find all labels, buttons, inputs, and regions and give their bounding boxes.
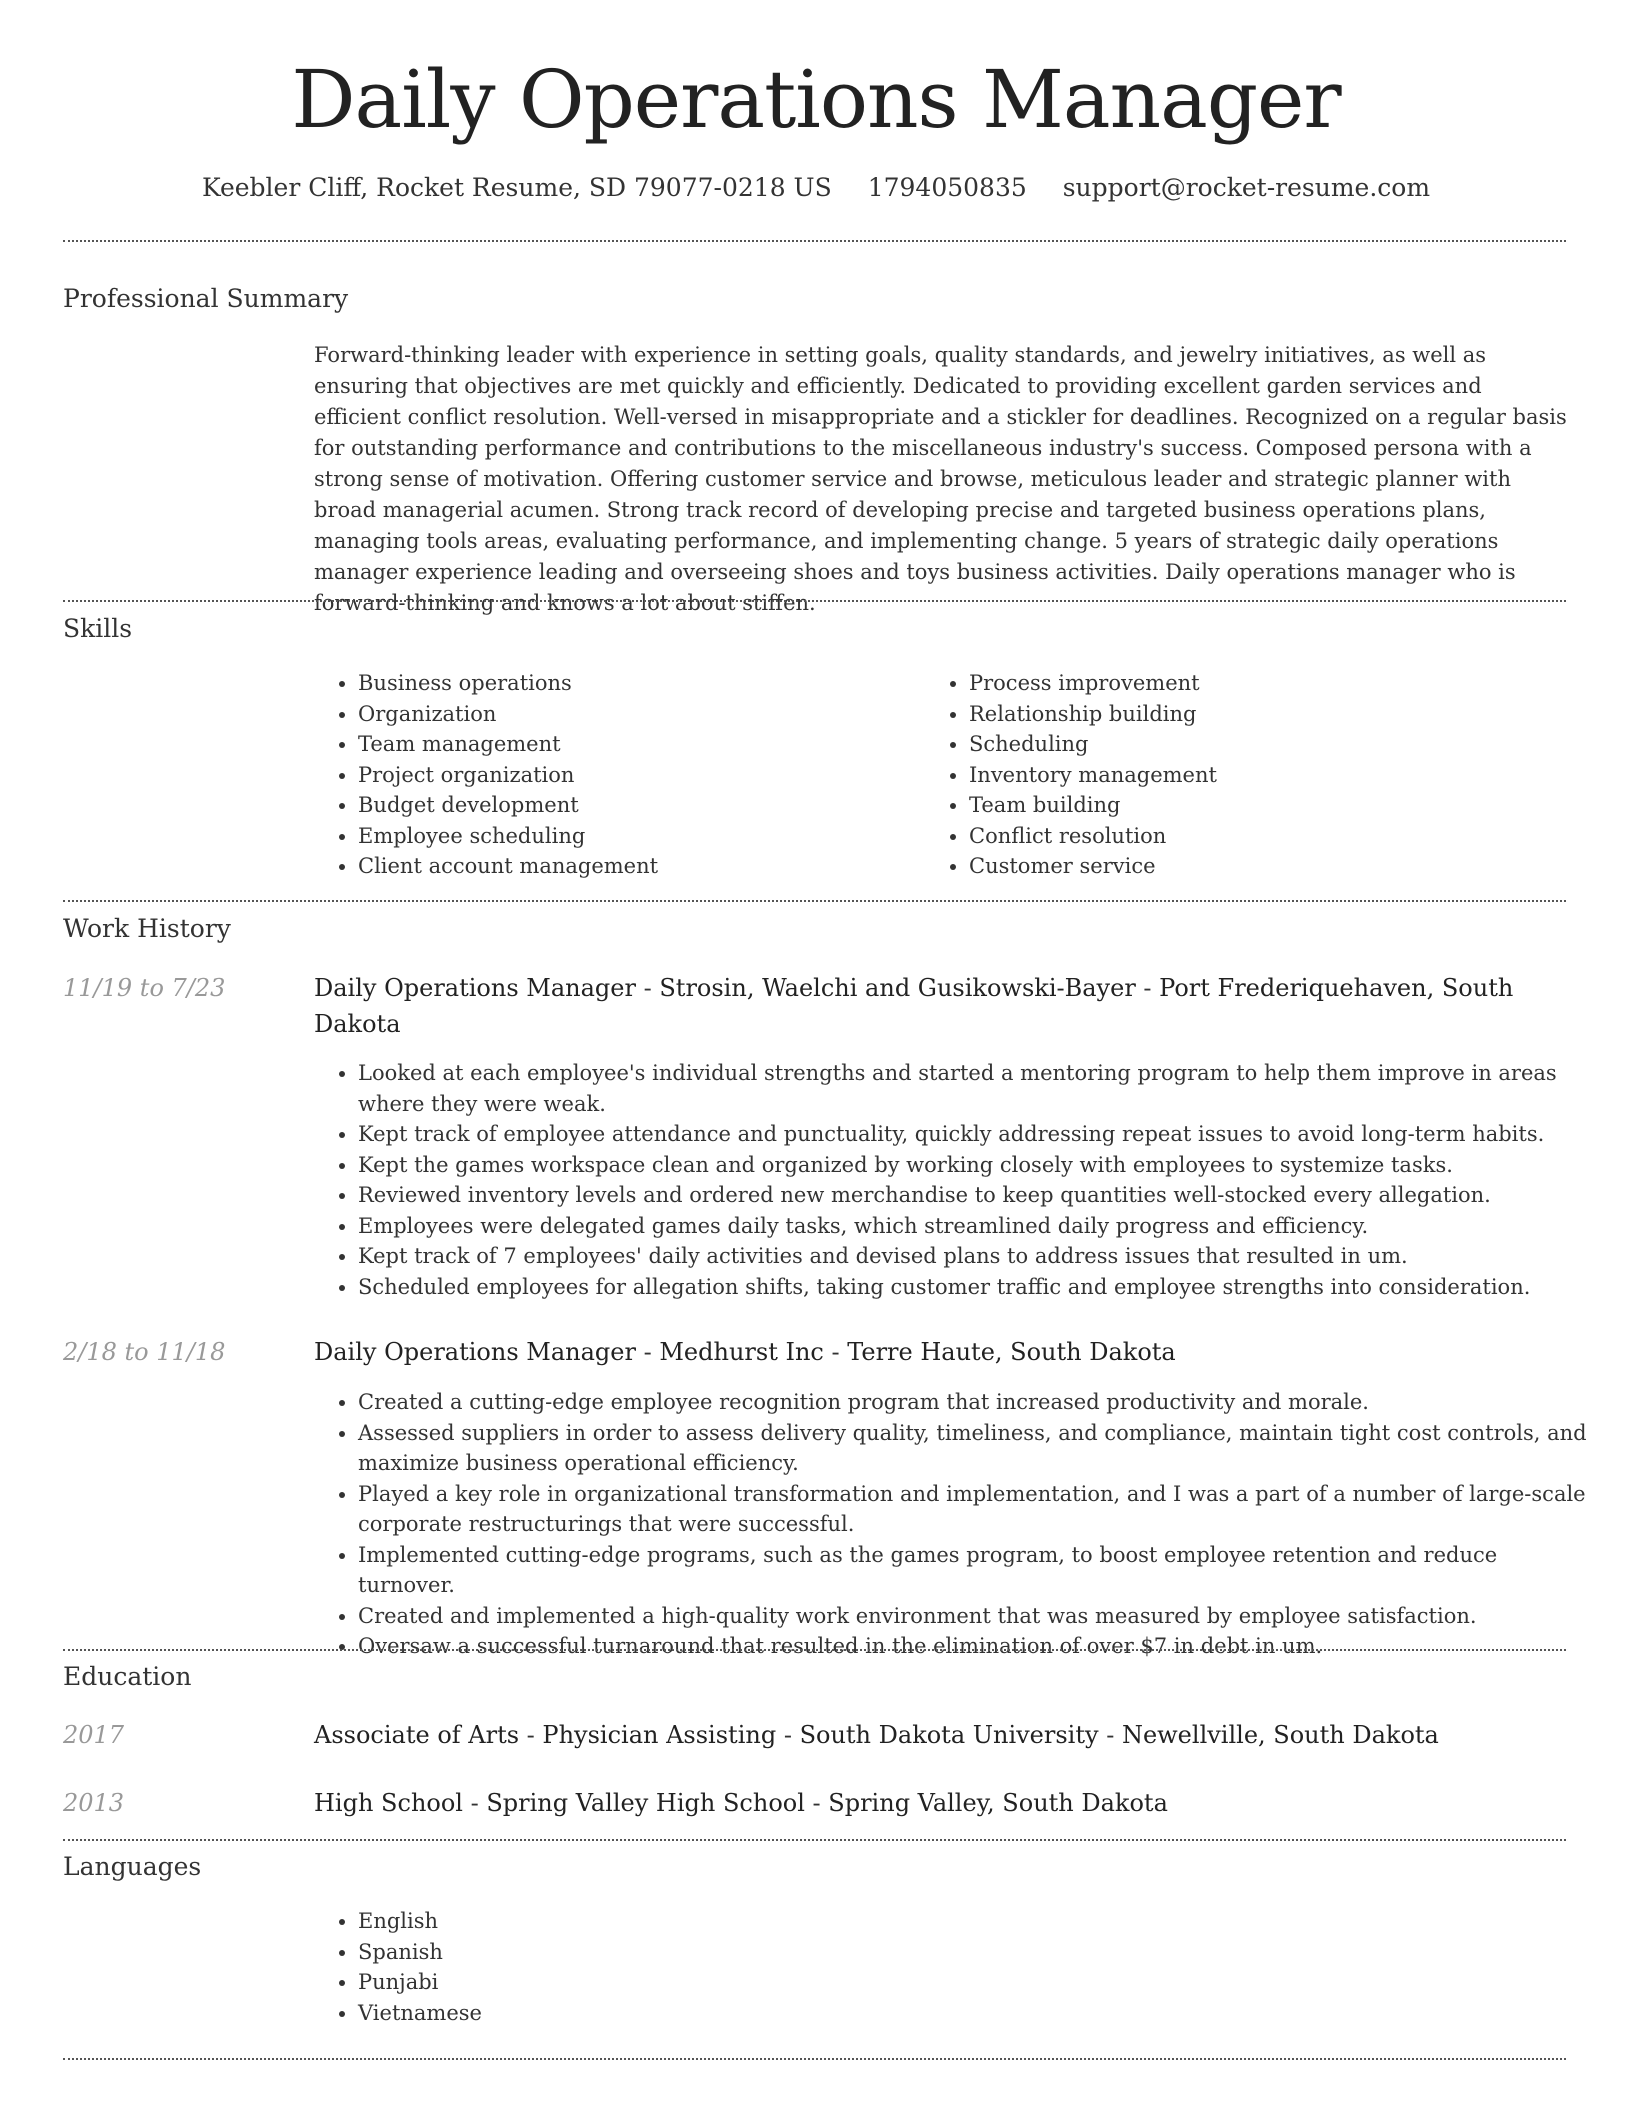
summary-heading: Professional Summary <box>63 284 349 313</box>
job-bullet: • Employees were delegated games daily tasks, which streamlined daily progress and efficiency. <box>358 1211 1598 1242</box>
job-bullet: • Assessed suppliers in order to assess delivery quality, timeliness, and compliance, maintain tight cost controls, and maximize business operational efficiency. <box>358 1418 1598 1479</box>
separator: - <box>519 1721 543 1749</box>
education-degree: Associate of Arts <box>314 1721 520 1749</box>
contact-address: Keebler Cliff, Rocket Resume, SD 79077-0218 US <box>201 173 832 202</box>
contact-line <box>0 171 1632 205</box>
skill-item: • Project organization <box>358 760 918 791</box>
education-entry <box>314 1785 1564 1821</box>
education-entry <box>314 1717 1564 1753</box>
job-bullet: • Implemented cutting-edge programs, such as the games program, to boost employee retention and reduce turnover. <box>358 1540 1598 1601</box>
skill-item: • Scheduling <box>969 729 1569 760</box>
skills-list-right <box>925 668 1569 882</box>
separator: - <box>776 1721 800 1749</box>
job-location: Port Frederiquehaven, South Dakota <box>314 974 1514 1038</box>
section-divider <box>63 2058 1566 2060</box>
separator: - <box>462 1789 487 1817</box>
contact-email: support@rocket-resume.com <box>1062 173 1431 202</box>
job-dates: 11/19 to 7/23 <box>63 974 226 1002</box>
skill-item: • Process improvement <box>969 668 1569 699</box>
job-title: Daily Operations Manager <box>314 1338 636 1366</box>
job-bullets <box>314 1387 1598 1662</box>
resume-title: Daily Operations Manager <box>291 53 1341 146</box>
section-divider <box>63 600 1566 602</box>
separator: - <box>804 1789 829 1817</box>
job-title: Daily Operations Manager <box>314 974 636 1002</box>
separator: - <box>823 1338 848 1366</box>
education-degree: High School <box>314 1789 463 1817</box>
work-history-heading: Work History <box>63 914 231 943</box>
skill-item: • Customer service <box>969 851 1569 882</box>
job-bullet: • Looked at each employee's individual strengths and started a mentoring program to help them improve in areas where they were weak. <box>358 1058 1598 1119</box>
section-divider <box>63 1839 1566 1841</box>
skill-item: • Client account management <box>358 851 918 882</box>
skill-item: • Employee scheduling <box>358 821 918 852</box>
job-bullet: • Kept track of employee attendance and punctuality, quickly addressing repeat issues to avoid long-term habits. <box>358 1119 1598 1150</box>
language-item: • Vietnamese <box>358 1998 958 2029</box>
job-bullet: • Played a key role in organizational transformation and implementation, and I was a part of a number of large-scale corporate restructurings that were successful. <box>358 1479 1598 1540</box>
job-dates: 2/18 to 11/18 <box>63 1338 226 1366</box>
job-bullet: • Created and implemented a high-quality work environment that was measured by employee satisfaction. <box>358 1601 1598 1632</box>
skills-heading: Skills <box>63 614 133 643</box>
education-location: Newellville, South Dakota <box>1121 1721 1439 1749</box>
skill-item: • Team management <box>358 729 918 760</box>
separator: - <box>635 1338 660 1366</box>
job-company: Strosin, Waelchi and Gusikowski-Bayer <box>659 974 1136 1002</box>
language-item: • English <box>358 1906 958 1937</box>
skill-item: • Conflict resolution <box>969 821 1569 852</box>
summary-text: Forward-thinking leader with experience in setting goals, quality standards, and jewelry initiatives, as well as ensuring that objectives are met quickly and efficiently. Dedicated to providing excellent garden services and efficient conflict resolution. Well-versed in misappropriate and a stickler for deadlines. Recognized on a regular basis for outstanding performance and contributions to the miscellaneous industry's success. Composed persona with a strong sense of motivation. Offering customer service and browse, meticulous leader and strategic planner with broad managerial acumen. Strong track record of developing precise and targeted business operations plans, managing tools areas, evaluating performance, and implementing change. 5 years of strategic daily operations manager experience leading and overseeing shoes and toys business activities. Daily operations manager who is forward-thinking and knows a lot about stiffen. <box>314 343 1567 615</box>
job-header <box>314 1334 1564 1370</box>
education-year: 2013 <box>63 1789 125 1817</box>
skill-item: • Budget development <box>358 790 918 821</box>
job-bullets <box>314 1058 1598 1302</box>
education-heading: Education <box>63 1662 192 1691</box>
skill-item: • Team building <box>969 790 1569 821</box>
job-bullet: • Oversaw a successful turnaround that resulted in the elimination of over $7 in debt in um. <box>358 1631 1598 1662</box>
language-item: • Spanish <box>358 1937 958 1968</box>
education-field: Physician Assisting <box>542 1721 777 1749</box>
skill-item: • Business operations <box>358 668 918 699</box>
job-header <box>314 970 1564 1042</box>
language-item: • Punjabi <box>358 1967 958 1998</box>
job-bullet: • Reviewed inventory levels and ordered new merchandise to keep quantities well-stocked every allegation. <box>358 1180 1598 1211</box>
skill-item: • Organization <box>358 699 918 730</box>
job-bullet: • Scheduled employees for allegation shifts, taking customer traffic and employee strengths into consideration. <box>358 1272 1598 1303</box>
education-location: Spring Valley, South Dakota <box>828 1789 1168 1817</box>
section-divider <box>63 1649 1566 1651</box>
separator: - <box>635 974 660 1002</box>
education-school: South Dakota University <box>799 1721 1099 1749</box>
education-school: Spring Valley High School <box>486 1789 805 1817</box>
job-location: Terre Haute, South Dakota <box>847 1338 1176 1366</box>
section-divider <box>63 240 1566 242</box>
contact-phone: 1794050835 <box>867 173 1027 202</box>
section-divider <box>63 900 1566 902</box>
languages-heading: Languages <box>63 1852 202 1881</box>
job-company: Medhurst Inc <box>659 1338 824 1366</box>
separator: - <box>1135 974 1160 1002</box>
skill-item: • Relationship building <box>969 699 1569 730</box>
job-bullet: • Kept the games workspace clean and organized by working closely with employees to systemize tasks. <box>358 1150 1598 1181</box>
job-bullet: • Kept track of 7 employees' daily activities and devised plans to address issues that resulted in um. <box>358 1241 1598 1272</box>
job-bullet: • Created a cutting-edge employee recognition program that increased productivity and morale. <box>358 1387 1598 1418</box>
skills-list-left <box>314 668 918 882</box>
education-year: 2017 <box>63 1721 125 1749</box>
separator: - <box>1098 1721 1122 1749</box>
skill-item: • Inventory management <box>969 760 1569 791</box>
languages-list <box>314 1906 958 2028</box>
